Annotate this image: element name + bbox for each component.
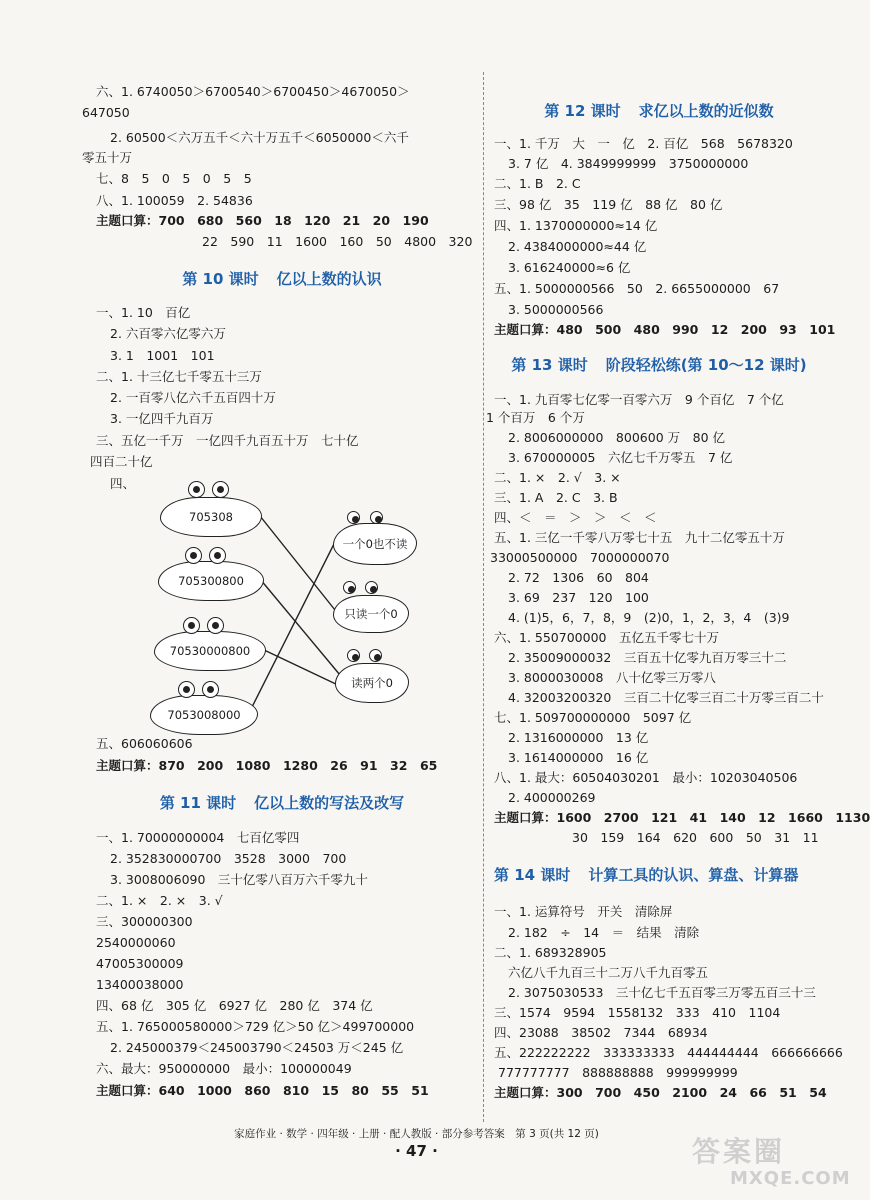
cloud-eye-icon bbox=[202, 681, 219, 698]
cloud-eye-icon bbox=[347, 511, 360, 524]
answer-line: 2. 72 1306 60 804 bbox=[508, 570, 649, 585]
answer-line: 3. 8000030008 八十亿零三万零八 bbox=[508, 670, 716, 685]
number-cloud bbox=[160, 497, 262, 537]
mental-math-line: 22 590 11 1600 160 50 4800 320 bbox=[202, 234, 473, 249]
answer-line: 3. 5000000566 bbox=[508, 302, 604, 317]
answer-line: 二、1. 689328905 bbox=[494, 945, 607, 960]
answer-line: 2. 一百零八亿六千五百四十万 bbox=[110, 390, 276, 405]
answer-line: 3. 69 237 120 100 bbox=[508, 590, 649, 605]
answer-line: 3. 616240000≈6 亿 bbox=[508, 260, 631, 275]
section-heading bbox=[96, 268, 468, 289]
answer-line: 2. 3075030533 三十亿七千五百零三万零五百三十三 bbox=[508, 985, 816, 1000]
answer-line: 二、1. × 2. × 3. √ bbox=[96, 893, 223, 908]
answer-line: 七、1. 509700000000 5097 亿 bbox=[494, 710, 692, 725]
answer-line: 四、 bbox=[110, 476, 136, 491]
answer-line: 2. 182 ÷ 14 ＝ 结果 清除 bbox=[508, 925, 700, 940]
cloud-number: 705300800 bbox=[178, 574, 244, 588]
answer-line: 二、1. × 2. √ 3. × bbox=[494, 470, 621, 485]
answer-line: 2. 35009000032 三百五十亿零九百万零三十二 bbox=[508, 650, 787, 665]
cloud-eye-icon bbox=[178, 681, 195, 698]
cloud-eye-icon bbox=[185, 547, 202, 564]
answer-line: 三、98 亿 35 119 亿 88 亿 80 亿 bbox=[494, 197, 723, 212]
cloud-eye-icon bbox=[365, 581, 378, 594]
number-cloud bbox=[158, 561, 264, 601]
lesson-number: 第 14 课时 bbox=[494, 866, 571, 884]
cloud-number: 70530000800 bbox=[169, 644, 251, 658]
cloud-eye-icon bbox=[183, 617, 200, 634]
mental-math-line: 主题口算：1600 2700 121 41 140 12 1660 1130 bbox=[494, 810, 870, 825]
answer-line: 四、＜ ＝ ＞ ＞ ＜ ＜ bbox=[494, 510, 657, 525]
answer-line: 777777777 888888888 999999999 bbox=[498, 1065, 738, 1080]
answer-line: 1 个百万 6 个万 bbox=[486, 410, 585, 425]
answer-line: 2. 8006000000 800600 万 80 亿 bbox=[508, 430, 725, 445]
answer-line: 2. 245000379＜245003790＜24503 万＜245 亿 bbox=[110, 1040, 404, 1055]
answer-line: 3. 一亿四千九百万 bbox=[110, 411, 214, 426]
answer-line: 2. 4384000000≈44 亿 bbox=[508, 239, 647, 254]
answer-line: 四、68 亿 305 亿 6927 亿 280 亿 374 亿 bbox=[96, 998, 373, 1013]
answer-line: 六、1. 6740050＞6700540＞6700450＞4670050＞ bbox=[96, 84, 410, 99]
watermark-logo bbox=[690, 1130, 851, 1196]
cloud-eye-icon bbox=[188, 481, 205, 498]
answer-line: 一、1. 千万 大 一 亿 2. 百亿 568 5678320 bbox=[494, 136, 793, 151]
mental-math-line: 主题口算：640 1000 860 810 15 80 55 51 bbox=[96, 1083, 429, 1098]
answer-line: 3. 670000005 六亿七千万零五 7 亿 bbox=[508, 450, 733, 465]
answer-line: 3. 1 1001 101 bbox=[110, 348, 215, 363]
answer-line: 八、1. 最大：60504030201 最小：10203040506 bbox=[494, 770, 798, 785]
answer-line: 13400038000 bbox=[96, 977, 184, 992]
cloud-eye-icon bbox=[207, 617, 224, 634]
lesson-title: 亿以上数的写法及改写 bbox=[254, 794, 405, 812]
section-heading bbox=[494, 354, 824, 375]
lesson-number: 第 12 课时 bbox=[544, 102, 621, 120]
answer-line: 647050 bbox=[82, 105, 130, 120]
match-line bbox=[262, 649, 340, 686]
answer-line: 3. 3008006090 三十亿零八百万六千零九十 bbox=[110, 872, 368, 887]
cloud-answer: 读两个0 bbox=[351, 676, 393, 690]
answer-line: 47005300009 bbox=[96, 956, 184, 971]
answer-cloud bbox=[333, 523, 417, 565]
answer-line: 五、1. 5000000566 50 2. 6655000000 67 bbox=[494, 281, 780, 296]
lesson-number: 第 10 课时 bbox=[182, 270, 259, 288]
lesson-title: 计算工具的认识、算盘、计算器 bbox=[588, 866, 799, 884]
answer-line: 三、1. A 2. C 3. B bbox=[494, 490, 618, 505]
answer-line: 五、1. 765000580000＞729 亿＞50 亿＞499700000 bbox=[96, 1019, 415, 1034]
mental-math-line: 主题口算：870 200 1080 1280 26 91 32 65 bbox=[96, 758, 438, 773]
cloud-eye-icon bbox=[209, 547, 226, 564]
answer-line: 一、1. 运算符号 开关 清除屏 bbox=[494, 904, 673, 919]
cloud-eye-icon bbox=[347, 649, 360, 662]
answer-line: 2. 六百零六亿零六万 bbox=[110, 326, 226, 341]
column-divider bbox=[483, 72, 484, 1122]
watermark-text: 答案圈 bbox=[692, 1135, 786, 1168]
lesson-number: 第 11 课时 bbox=[159, 794, 237, 812]
answer-line: 七、8 5 0 5 0 5 5 bbox=[96, 171, 252, 186]
answer-line: 3. 1614000000 16 亿 bbox=[508, 750, 649, 765]
cloud-eye-icon bbox=[369, 649, 382, 662]
cloud-number: 7053008000 bbox=[167, 708, 241, 722]
section-heading bbox=[96, 792, 468, 813]
answer-line: 4. (1)5，6，7，8，9 (2)0，1，2，3，4 (3)9 bbox=[508, 610, 790, 625]
answer-cloud bbox=[335, 663, 409, 703]
cloud-answer: 只读一个0 bbox=[344, 607, 398, 621]
answer-line: 2. 60500＜六万五千＜六十万五千＜6050000＜六千 bbox=[110, 130, 409, 145]
match-line bbox=[260, 579, 340, 675]
answer-line: 33000500000 7000000070 bbox=[490, 550, 670, 565]
answer-line: 2. 1316000000 13 亿 bbox=[508, 730, 649, 745]
mental-math-line: 主题口算：480 500 480 990 12 200 93 101 bbox=[494, 322, 836, 337]
answer-line: 一、1. 10 百亿 bbox=[96, 305, 191, 320]
answer-line: 2. 352830000700 3528 3000 700 bbox=[110, 851, 347, 866]
section-heading bbox=[494, 864, 824, 885]
answer-line: 2540000060 bbox=[96, 935, 176, 950]
answer-line: 三、五亿一千万 一亿四千九百五十万 七十亿 bbox=[96, 433, 359, 448]
answer-line: 八、1. 100059 2. 54836 bbox=[96, 193, 253, 208]
answer-line: 二、1. 十三亿七千零五十三万 bbox=[96, 369, 262, 384]
answer-line: 一、1. 70000000004 七百亿零四 bbox=[96, 830, 300, 845]
cloud-eye-icon bbox=[370, 511, 383, 524]
answer-line: 4. 32003200320 三百二十亿零三百二十万零三百二十 bbox=[508, 690, 824, 705]
number-cloud bbox=[154, 631, 266, 671]
section-heading bbox=[494, 100, 824, 121]
number-cloud bbox=[150, 695, 258, 735]
lesson-title: 阶段轻松练(第 10～12 课时) bbox=[605, 356, 807, 374]
matching-diagram bbox=[50, 475, 430, 735]
answer-line: 四、23088 38502 7344 68934 bbox=[494, 1025, 708, 1040]
answer-line: 3. 7 亿 4. 3849999999 3750000000 bbox=[508, 156, 749, 171]
answer-line: 三、1574 9594 1558132 333 410 1104 bbox=[494, 1005, 781, 1020]
cloud-answer: 一个0也不读 bbox=[342, 537, 408, 551]
mental-math-line: 30 159 164 620 600 50 31 11 bbox=[572, 830, 819, 845]
watermark-url: MXQE.COM bbox=[730, 1168, 851, 1189]
mental-math-line: 主题口算：300 700 450 2100 24 66 51 54 bbox=[494, 1085, 827, 1100]
lesson-title: 求亿以上数的近似数 bbox=[638, 102, 774, 120]
cloud-eye-icon bbox=[343, 581, 356, 594]
cloud-number: 705308 bbox=[189, 510, 233, 524]
answer-line: 四、1. 1370000000≈14 亿 bbox=[494, 218, 658, 233]
lesson-number: 第 13 课时 bbox=[511, 356, 588, 374]
answer-line: 二、1. B 2. C bbox=[494, 176, 581, 191]
page-footer: 家庭作业 · 数学 · 四年级 · 上册 · 配人教版 · 部分参考答案 第 3 页(共 12 页) bbox=[234, 1128, 599, 1140]
answer-line: 六、1. 550700000 五亿五千零七十万 bbox=[494, 630, 719, 645]
lesson-title: 亿以上数的认识 bbox=[276, 270, 382, 288]
answer-line: 五、222222222 333333333 444444444 666666666 bbox=[494, 1045, 843, 1060]
answer-cloud bbox=[333, 595, 409, 633]
answer-line: 六亿八千九百三十二万八千九百零五 bbox=[508, 965, 709, 980]
answer-line: 四百二十亿 bbox=[90, 454, 153, 469]
answer-line: 三、300000300 bbox=[96, 914, 193, 929]
answer-line: 2. 400000269 bbox=[508, 790, 596, 805]
answer-line: 零五十万 bbox=[82, 150, 133, 165]
right-column bbox=[486, 0, 870, 1120]
answer-line: 五、606060606 bbox=[96, 736, 193, 751]
answer-line: 一、1. 九百零七亿零一百零六万 9 个百亿 7 个亿 bbox=[494, 392, 784, 407]
answer-line: 六、最大：950000000 最小：100000049 bbox=[96, 1061, 352, 1076]
mental-math-line: 主题口算：700 680 560 18 120 21 20 190 bbox=[96, 213, 429, 228]
answer-line: 五、1. 三亿一千零八万零七十五 九十二亿零五十万 bbox=[494, 530, 785, 545]
page-number: · 47 · bbox=[395, 1142, 438, 1160]
cloud-eye-icon bbox=[212, 481, 229, 498]
